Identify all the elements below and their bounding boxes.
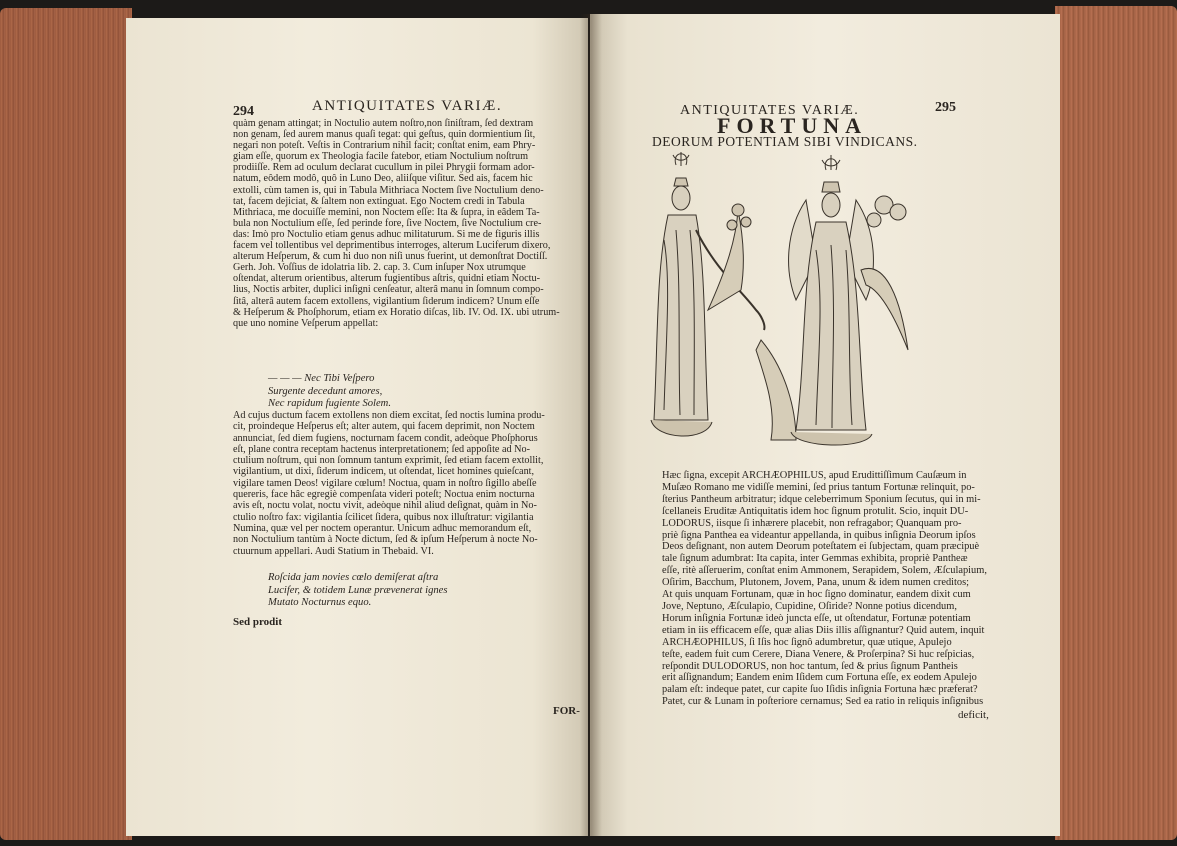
right-running-head: ANTIQUITATES VARIÆ. [680,103,860,118]
left-paragraph-1: quàm genam attingat; in Noctulio autem noſtro,non ſiniſtram, ſed dextram non genam, ſed aurem manus quaſi tegat: qui geſtus, quin dormientium ſit, negari non poteſt. Veſtis in Contrarium nihil facit; conſtat enim, eam Phry- giam eſſe, quorum ex Theologia facile fatebor, etiam Noctulium noſtrum prodiiſſe. Rem ad oculum declarat cucullum in pilei Phrygii formam ador- natum, eôdem modô, quô in Luno Deo, aliiſque viſitur. Sed ais, facem hic extolli, cùm tamen is, qui in Tabula Mithriaca Noctem ſive Noctulium deno- tat, facem dejiciat, & ſaltem non extinguat. Ego Noctem credi in Tabula Mithriaca, me docuiſſe memini, non Noctem eſſe: Ita & ſupra, in eâdem Ta- bula non Noctulium eſſe, ſed perinde fore, ſive Noctem, ſive Noctulium cre- das: Imò pro Noctulio etiam genus adhuc militaturum. Si me de figuris illis facem vel tollentibus vel deprimentibus interroges, alterum Luciferum dixero, alterum Heſperum, & cum hi duo non niſi unus fuerint, ut demonſtrat Doctiſſ. Gerh. Joh. Voſſius de idolatria lib. 2. cap. 3. Cum inſuper Nox utrumque oſtendat, alterum orientibus, alterum fugientibus aſtris, quidni etiam Noctu- lius, Noctis arbiter, duplici inſigni cenſeatur, alterâ manu in ſomnum compo- ſitâ, alterâ autem facem extollens, vigilantium ſiderum indicem? Unum eſſe & Heſperum & Phoſphorum, etiam ex Horatio diſcas, lib. IV. Od. IX. ubi utrum- que uno nomine Veſperum appellat: [233,118,560,329]
left-paragraph-2: Ad cujus ductum facem extollens non diem excitat, ſed noctis lumina produ- cit, proindeque Heſperus eſt; alter autem, qui facem deprimit, non Noctem annunciat, ſed diem fugiens, nocturnam facem condit, adeòque Phoſphorus eſt, plane contra receptam hactenus interpretationem; ſed appoſite ad No- ctulium noſtrum, qui non ſomnum tantum exprimit, ſed etiam facem extollit, vigilantium, ut dixi, ſiderum indicem, ut oſtendat, licet homines quieſcant, vigilare tamen Deos! vigilare cœlum! Noctua, quam in noſtro ſigillo abeſſe quereris, face hâc egregiè compenſata videri poteſt; Noctua enim nocturna avis eſt, noctu volat, noctu vivit, adeòque nihil aliud deſignat, quàm in No- ctulio noſtro fax: vigilantia ſcilicet ſidera, quibus nox illuſtratur: vigilantia Numina, quæ vel per noctem operantur. Unicum adhuc memorandum eſt, non Noctulium tantùm à Nocte dictum, ſed & ipſum Heſperum à nocte No- ctuurnum appellari. Audi Statium in Thebaid. VI. [233,410,545,557]
left-verse-2: Roſcida jam novies cœlo demiſerat aſtra Lucifer, & totidem Lunæ prævenerat ignes Mutato Nocturnus equo. [268,572,448,608]
right-cornucopia [861,196,908,350]
right-body-text: Hæc ſigna, excepit ARCHÆOPHILUS, apud Erudittiſſimum Cauſæum in Muſæo Romano me vidiſſe memini, ſed prius tantum Fortunæ relinquit, po- ſterius Pantheum arbitratur; idque celeberrimum Sponium ſecutus, qui in mi- ſcellaneis Eruditæ Antiquitatis idem hoc ſignum protulit. Scio, inquit DU- LODORUS, iisque ſi inhærere placebit, non refragabor; Quanquam pro- priè ſigna Panthea ea videantur appellanda, in quibus inſignia Deorum ipſos Deos deſignant, non autem Deorum poteſtatem ei ſubjectam, quam præcipuè tale ſignum adumbrat: Ita capita, inter Gemmas exhibita, propriè Pantheæ eſſe, ritè aſſeruerim, conſtat enim Ammonem, Serapidem, Solem, Æſculapium, Oſirim, Bacchum, Plutonem, Jovem, Pana, unum & idem numen creditos; At quis unquam Fortunam, quæ in hoc ſigno dominatur, eandem dixit cum Jove, Neptuno, Æſculapio, Cupidine, Oſiride? Nonne potius dicendum, Horum inſignia Fortunæ ideò juncta eſſe, ut oſtendatur, Fortunæ potentiam etiam in iis efficacem eſſe, quæ alias Diis illis aſſignantur? Quid autem, inquit ARCHÆOPHILUS, ſi Iſis hoc ſignô adumbretur, quæ utique, Apulejo teſte, eadem fuit cum Cerere, Diana Venere, & Proſerpina? Si huc reſpicias, reſpondit DULODORUS, non hoc tantum, ſed & prius ſignum Pantheis erit aſſignandum; Eandem enim Iſidem cum Fortuna eſſe, ex eodem Apulejo palam eſt: indeque patet, cur capite ſuo Iſidis inſignia Fortuna hæc præferat? Patet, cur & Lunam in poſteriore cernamus; Sed ea ratio in reliquis inſignibus [662,470,987,708]
fortuna-engraving-icon [646,150,936,455]
left-page-number: 294 [233,104,254,119]
book-edge-right [1055,6,1177,840]
rudder [756,340,796,440]
left-catchword: FOR- [553,705,580,717]
book-edge-left [0,8,132,840]
right-fortuna-figure [789,155,874,445]
book-gutter [580,14,602,836]
left-cornucopia [708,204,751,310]
left-running-head: ANTIQUITATES VARIÆ. [312,98,503,114]
left-fortuna-figure [651,152,764,436]
right-catchword: deficit, [958,709,989,721]
right-title: FORTUNA [717,113,868,138]
left-verse-1: — — — Nec Tibi Veſpero Surgente decedunt amores, Nec rapidum fugiente Solem. [268,373,391,409]
right-subtitle: DEORUM POTENTIAM SIBI VINDICANS. [652,134,918,149]
left-closing-line: Sed prodit [233,616,283,628]
right-page-number: 295 [935,100,956,115]
